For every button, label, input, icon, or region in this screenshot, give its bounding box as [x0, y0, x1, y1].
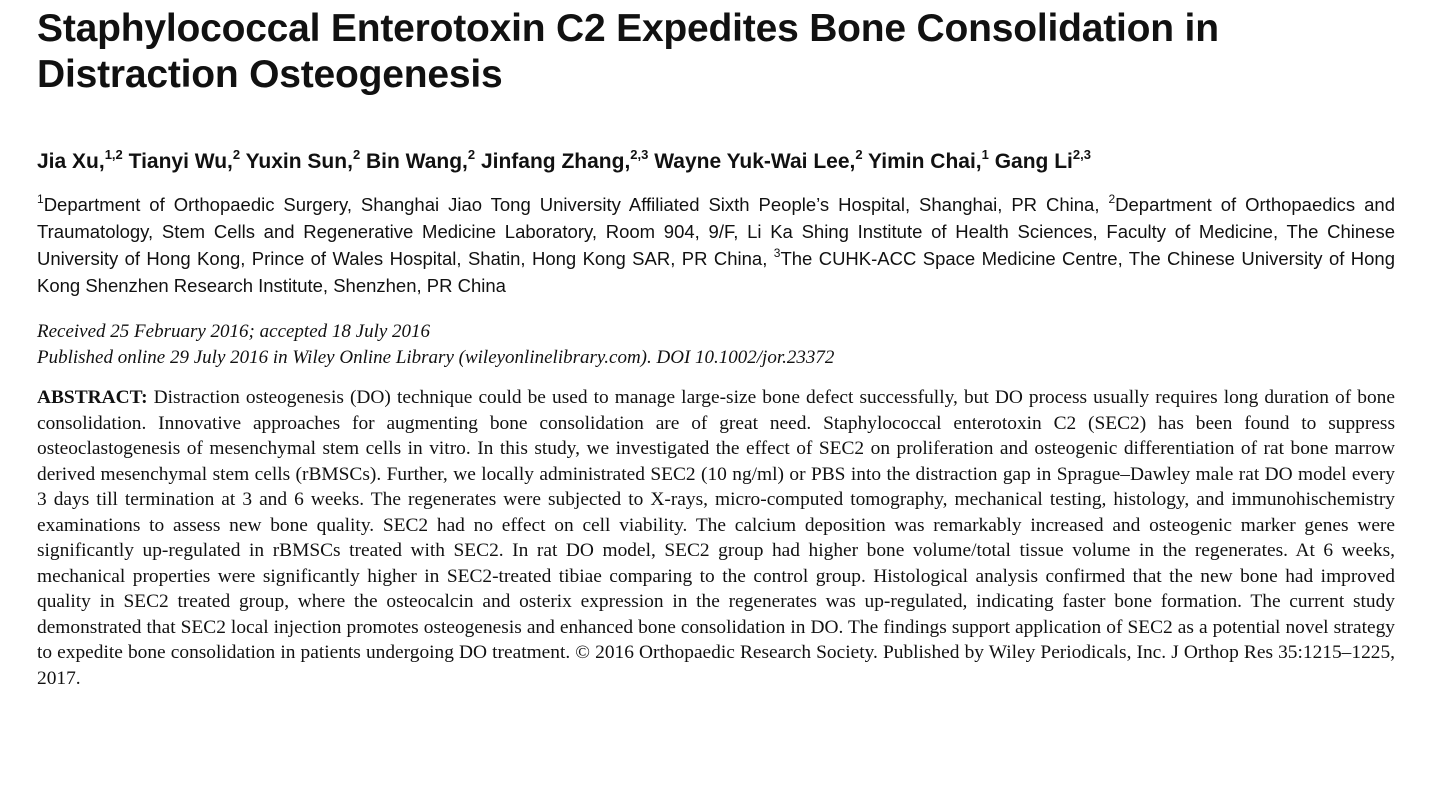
paper-header: [37, 6, 1395, 691]
author: Yimin Chai,$^1$: [868, 147, 989, 173]
abstract-label: ABSTRACT:: [37, 387, 148, 408]
abstract: [37, 385, 1395, 691]
author: Bin Wang,$^2$: [366, 147, 476, 173]
affiliation: $^2$Department of Orthopaedics and Traumatology, Stem Cells and Regenerative Medicine Laboratory, Room 904, 9/F, Li Ka Shing Institute of Health Sciences, Faculty of Medicine, The Chinese University of Hong Kong, Prince of Wales Hospital, Shatin, Hong Kong SAR, PR China,: [37, 192, 1395, 269]
author-list: [37, 148, 1395, 176]
publication-dates: [37, 319, 1395, 371]
author: Yuxin Sun,$^2$: [245, 147, 361, 173]
author: Jia Xu,$^{1,2}$: [37, 147, 123, 173]
affiliation-list: [37, 191, 1395, 299]
author: Tianyi Wu,$^2$: [128, 147, 241, 173]
author: Wayne Yuk-Wai Lee,$^2$: [654, 147, 863, 173]
published-date: Published online 29 July 2016 in Wiley Online Library (wileyonlinelibrary.com). DOI 10.1002/jor.23372: [37, 347, 835, 368]
received-date: Received 25 February 2016; accepted 18 July 2016: [37, 321, 431, 342]
affiliation: $^1$Department of Orthopaedic Surgery, Shanghai Jiao Tong University Affiliated Sixth People’s Hospital, Shanghai, PR China,: [37, 192, 1109, 215]
abstract-text: Distraction osteogenesis (DO) technique could be used to manage large-size bone defect successfully, but DO process usually requires long duration of bone consolidation. Innovative approaches for augmenting bone consolidation are of great need. Staphylococcal enterotoxin C2 (SEC2) has been found to suppress osteoclastogenesis of mesenchymal stem cells in vitro. In this study, we investigated the effect of SEC2 on proliferation and osteogenic differentiation of rat bone marrow derived mesenchymal stem cells (rBMSCs). Further, we locally administrated SEC2 (10 ng/ml) or PBS into the distraction gap in Sprague–Dawley male rat DO model every 3 days till termination at 3 and 6 weeks. The regenerates were subjected to X-rays, micro-computed tomography, mechanical testing, histology, and immunohischemistry examinations to assess new bone quality. SEC2 had no effect on cell viability. The calcium deposition was remarkably increased and osteogenic marker genes were significantly up-regulated in rBMSCs treated with SEC2. In rat DO model, SEC2 group had higher bone volume/total tissue volume in the regenerates. At 6 weeks, mechanical properties were significantly higher in SEC2-treated tibiae comparing to the control group. Histological analysis confirmed that the new bone had improved quality in SEC2 treated group, where the osteocalcin and osterix expression in the regenerates was up-regulated, indicating faster bone formation. The current study demonstrated that SEC2 local injection promotes osteogenesis and enhanced bone consolidation in DO. The findings support application of SEC2 as a potential novel strategy to expedite bone consolidation in patients undergoing DO treatment. © 2016 Orthopaedic Research Society. Published by Wiley Periodicals, Inc. J Orthop Res 35:1215–1225, 2017.: [37, 387, 1395, 689]
author: Jinfang Zhang,$^{2,3}$: [480, 147, 649, 173]
paper-title: Staphylococcal Enterotoxin C2 Expedites Bone Consolidation in Distraction Osteogenesis: [37, 7, 1219, 96]
affiliation: $^3$The CUHK-ACC Space Medicine Centre, The Chinese University of Hong Kong Shenzhen Research Institute, Shenzhen, PR China: [37, 246, 1395, 296]
author: Gang Li$^{2,3}$: [994, 147, 1091, 173]
